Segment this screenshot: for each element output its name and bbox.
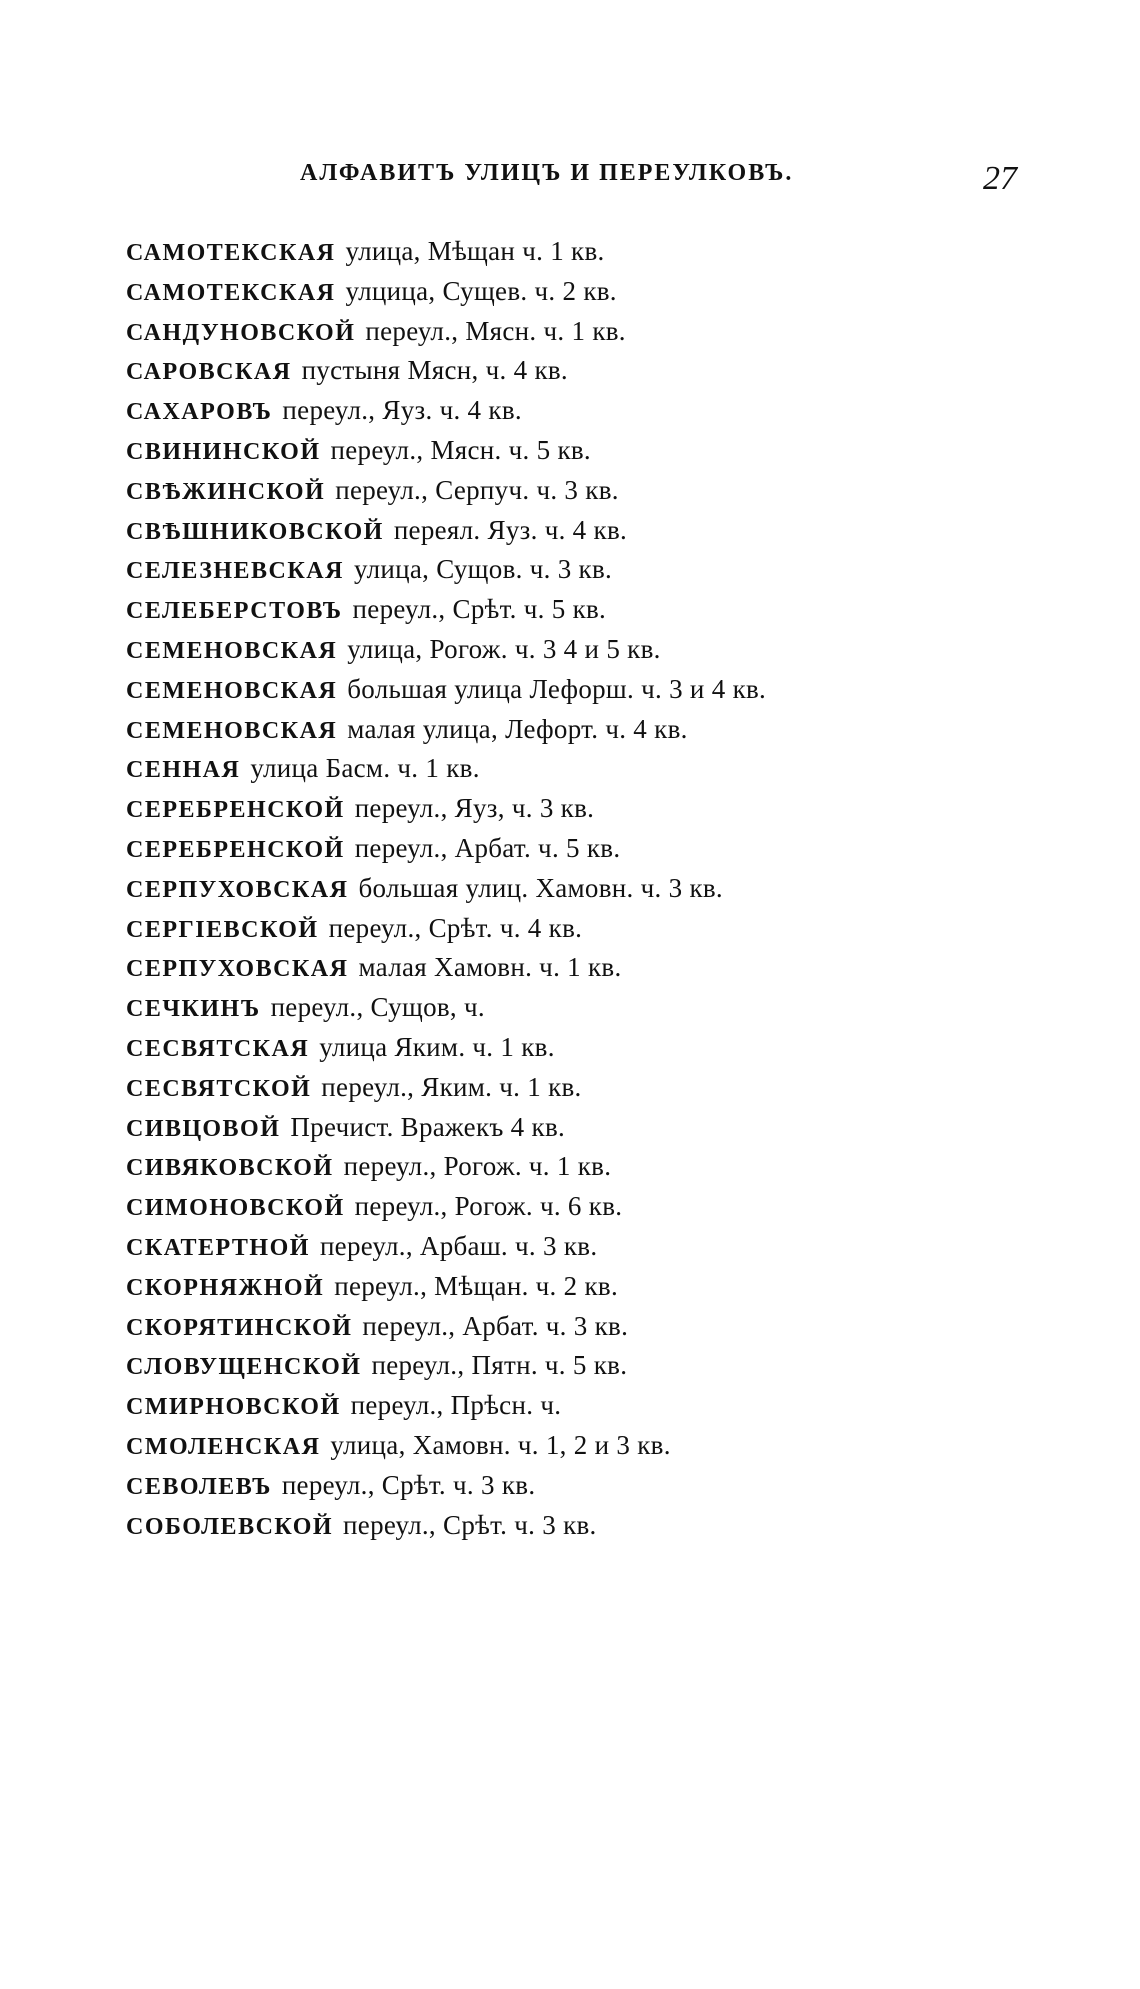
street-name: СВѢШНИКОВСКОЙ xyxy=(126,518,384,545)
index-entry xyxy=(126,1386,1126,1426)
street-description: улица, Рогож. ч. 3 4 и 5 кв. xyxy=(347,633,661,664)
street-description: улица, Хамовн. ч. 1, 2 и 3 кв. xyxy=(330,1429,671,1460)
index-entry xyxy=(126,312,1126,352)
index-entry xyxy=(126,1028,1126,1068)
index-entry xyxy=(126,1267,1126,1307)
street-description: переул., Срѣт. ч. 3 кв. xyxy=(343,1509,597,1540)
street-name: СЕЧКИНЪ xyxy=(126,996,261,1023)
index-entry xyxy=(126,1307,1126,1347)
index-entry xyxy=(126,710,1126,750)
street-name: СЕСВЯТСКАЯ xyxy=(126,1035,310,1062)
street-description: улица Яким. ч. 1 кв. xyxy=(319,1031,555,1062)
index-entry xyxy=(126,749,1126,789)
index-entry xyxy=(126,1346,1126,1386)
street-description: переул., Яким. ч. 1 кв. xyxy=(321,1071,582,1102)
street-description: переул., Серпуч. ч. 3 кв. xyxy=(335,474,619,505)
index-entry xyxy=(126,948,1126,988)
street-description: переул., Мясн. ч. 5 кв. xyxy=(330,434,591,465)
street-name: СЕМЕНОВСКАЯ xyxy=(126,677,338,704)
street-name: СЕМЕНОВСКАЯ xyxy=(126,637,338,664)
street-name: СЕМЕНОВСКАЯ xyxy=(126,717,338,744)
street-description: переул., Мѣщан. ч. 2 кв. xyxy=(334,1270,619,1301)
street-index-list xyxy=(126,232,1126,1545)
street-name: СИВЯКОВСКОЙ xyxy=(126,1155,334,1182)
street-name: СМОЛЕНСКАЯ xyxy=(126,1433,321,1460)
street-name: СИВЦОВОЙ xyxy=(126,1115,281,1142)
index-entry xyxy=(126,511,1126,551)
index-entry xyxy=(126,471,1126,511)
street-name: СЕРЕБРЕНСКОЙ xyxy=(126,797,345,824)
street-name: СЕРГІЕВСКОЙ xyxy=(126,916,319,943)
index-entry xyxy=(126,1108,1126,1148)
index-entry xyxy=(126,1466,1126,1506)
page-number: 27 xyxy=(983,160,1017,197)
index-entry xyxy=(126,391,1126,431)
street-name: СЕЛЕЗНЕВСКАЯ xyxy=(126,558,344,585)
street-name: СКОРЯТИНСКОЙ xyxy=(126,1314,353,1341)
street-description: Пречист. Вражекъ 4 кв. xyxy=(290,1111,566,1142)
street-description: улцица, Сущев. ч. 2 кв. xyxy=(345,275,617,306)
street-description: улица Басм. ч. 1 кв. xyxy=(250,753,480,784)
street-name: СЕРПУХОВСКАЯ xyxy=(126,876,349,903)
street-name: СОБОЛЕВСКОЙ xyxy=(126,1513,334,1540)
street-description: переул., Пятн. ч. 5 кв. xyxy=(371,1350,628,1381)
index-entry xyxy=(126,1187,1126,1227)
street-name: СЕВОЛЕВЪ xyxy=(126,1473,272,1500)
street-name: СЛОВУЩЕНСКОЙ xyxy=(126,1354,362,1381)
street-description: малая улица, Лефорт. ч. 4 кв. xyxy=(347,713,688,744)
street-name: САМОТЕКСКАЯ xyxy=(126,279,336,306)
index-entry xyxy=(126,1227,1126,1267)
street-description: переул., Яуз, ч. 3 кв. xyxy=(354,793,595,824)
index-entry xyxy=(126,1147,1126,1187)
street-description: переул., Срѣт. ч. 3 кв. xyxy=(281,1469,536,1500)
index-entry xyxy=(126,869,1126,909)
street-description: переул., Рогож. ч. 6 кв. xyxy=(354,1191,623,1222)
street-description: переул., Мясн. ч. 1 кв. xyxy=(365,315,626,346)
index-entry xyxy=(126,670,1126,710)
index-entry xyxy=(126,232,1126,272)
index-entry xyxy=(126,988,1126,1028)
street-description: малая Хамовн. ч. 1 кв. xyxy=(358,952,622,983)
street-description: переул., Арбаш. ч. 3 кв. xyxy=(319,1230,598,1261)
street-description: большая улица Лефорш. ч. 3 и 4 кв. xyxy=(347,673,767,704)
street-name: СКАТЕРТНОЙ xyxy=(126,1234,310,1261)
street-name: СЕЛЕБЕРСТОВЪ xyxy=(126,598,343,625)
street-description: переул., Рогож. ч. 1 кв. xyxy=(343,1151,612,1182)
index-entry xyxy=(126,351,1126,391)
index-entry xyxy=(126,272,1126,312)
street-description: пустыня Мясн, ч. 4 кв. xyxy=(301,355,568,386)
street-name: СЕРЕБРЕНСКОЙ xyxy=(126,836,345,863)
index-entry xyxy=(126,829,1126,869)
street-description: переул., Срѣт. ч. 4 кв. xyxy=(328,912,583,943)
street-description: переял. Яуз. ч. 4 кв. xyxy=(393,514,628,545)
street-description: улица, Мѣщан ч. 1 кв. xyxy=(345,236,605,266)
index-entry xyxy=(126,789,1126,829)
street-description: улица, Сущов. ч. 3 кв. xyxy=(353,554,613,585)
index-entry xyxy=(126,630,1126,670)
street-name: САРОВСКАЯ xyxy=(126,359,292,386)
index-entry xyxy=(126,590,1126,630)
index-entry xyxy=(126,1426,1126,1466)
street-name: СВИНИНСКОЙ xyxy=(126,438,321,465)
street-name: СИМОНОВСКОЙ xyxy=(126,1195,345,1222)
street-description: переул., Сущов, ч. xyxy=(270,992,485,1023)
street-description: переул., Арбат. ч. 5 кв. xyxy=(354,832,621,863)
street-name: САМОТЕКСКАЯ xyxy=(126,240,336,266)
street-name: САХАРОВЪ xyxy=(126,399,273,426)
index-entry xyxy=(126,431,1126,471)
street-name: СМИРНОВСКОЙ xyxy=(126,1394,341,1421)
street-name: СЕСВЯТСКОЙ xyxy=(126,1075,312,1102)
index-entry xyxy=(126,1506,1126,1546)
street-description: переул., Прѣсн. ч. xyxy=(350,1390,562,1421)
index-entry xyxy=(126,1068,1126,1108)
index-entry xyxy=(126,909,1126,949)
street-description: переул., Срѣт. ч. 5 кв. xyxy=(352,594,607,625)
street-name: СЕННАЯ xyxy=(126,757,241,784)
running-title: АЛФАВИТЪ УЛИЦЪ И ПЕРЕУЛКОВЪ. xyxy=(300,160,794,186)
street-name: СВѢЖИНСКОЙ xyxy=(126,478,326,505)
street-name: САНДУНОВСКОЙ xyxy=(126,319,356,346)
street-description: переул., Арбат. ч. 3 кв. xyxy=(362,1310,629,1341)
street-name: СКОРНЯЖНОЙ xyxy=(126,1274,325,1301)
street-description: большая улиц. Хамовн. ч. 3 кв. xyxy=(358,872,723,903)
street-description: переул., Яуз. ч. 4 кв. xyxy=(282,395,522,426)
index-entry xyxy=(126,550,1126,590)
street-name: СЕРПУХОВСКАЯ xyxy=(126,956,349,983)
